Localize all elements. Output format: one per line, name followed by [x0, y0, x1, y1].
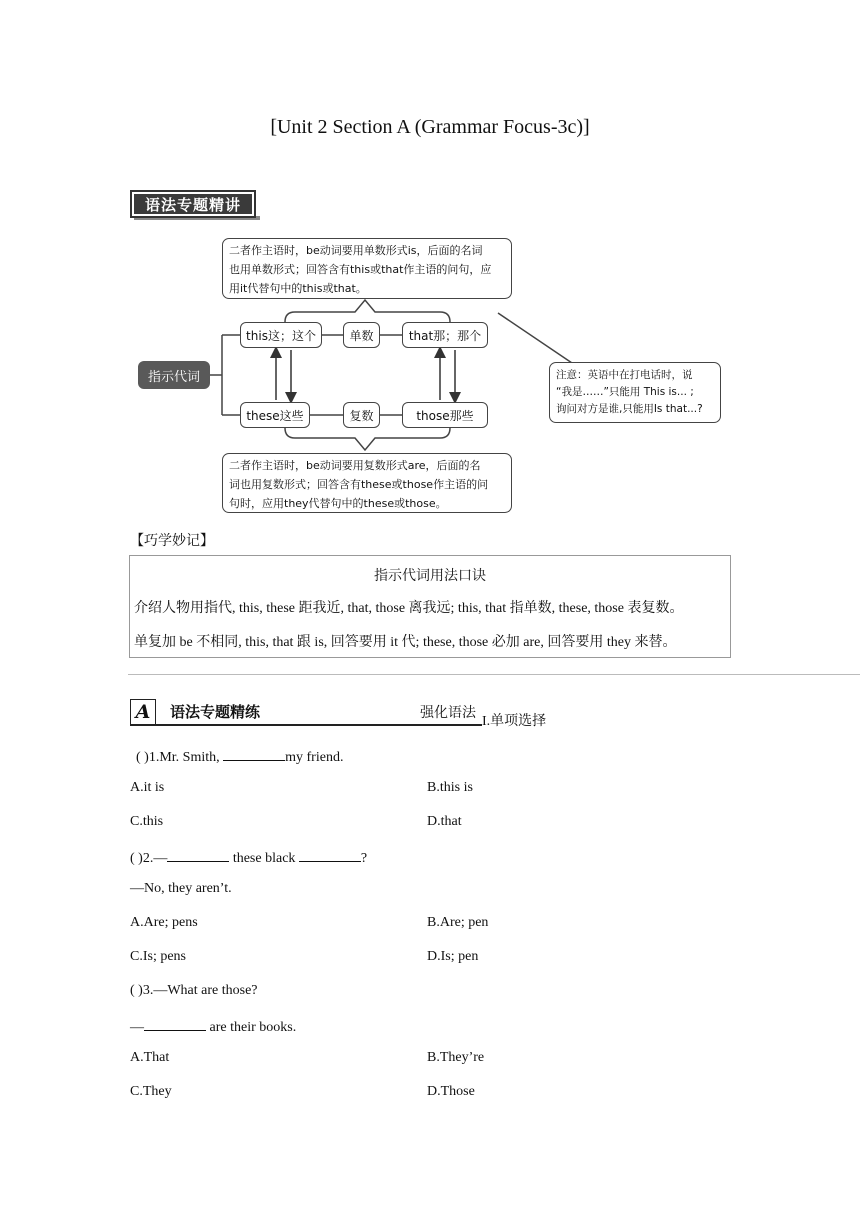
option-a: A.That	[130, 1050, 170, 1065]
answer-blank	[223, 746, 285, 761]
plural-rule-line: 句时，应用they代替句中的these或those。	[229, 497, 447, 510]
plural-rule-line: 二者作主语时，be动词要用复数形式are，后面的名	[229, 459, 481, 472]
option-a: A.it is	[130, 780, 165, 795]
page-title: [Unit 2 Section A (Grammar Focus-3c)]	[270, 116, 590, 138]
section-title: 语法专题精练	[170, 703, 261, 721]
telephone-note-line: “我是……”只能用 This is... ;	[556, 386, 694, 398]
diagram-root-node: 指示代词	[138, 361, 210, 389]
question-2-stem-middle: these black	[229, 851, 299, 866]
option-c: C.They	[130, 1084, 172, 1099]
node-those: those那些	[402, 402, 488, 428]
node-that: that那；那个	[402, 322, 488, 348]
memo-heading: 【巧学妙记】	[130, 533, 214, 549]
singular-rule-line: 用it代替句中的this或that。	[229, 282, 367, 295]
option-a: A.Are; pens	[130, 915, 198, 930]
section-banner-label: 语法专题精讲	[134, 194, 252, 214]
node-singular: 单数	[343, 322, 380, 348]
option-b: B.Are; pen	[427, 915, 489, 930]
node-these: these这些	[240, 402, 310, 428]
option-d: D.that	[427, 814, 462, 829]
telephone-note-line: 注意：英语中在打电话时，说	[556, 369, 693, 381]
question-3-reply-end: are their books.	[206, 1020, 297, 1035]
memo-title: 指示代词用法口诀	[374, 569, 486, 584]
memo-line-2: 单复加 be 不相同, this, that 跟 is, 回答要用 it 代; these, those 必加 are, 回答要用 they 来替。	[134, 635, 677, 650]
option-d: D.Is; pen	[427, 949, 479, 964]
answer-blank	[167, 847, 229, 862]
section-right-label: 强化语法	[420, 705, 476, 721]
node-this: this这；这个	[240, 322, 322, 348]
section-letter: A	[130, 699, 156, 725]
option-b: B.this is	[427, 780, 473, 795]
answer-blank	[144, 1016, 206, 1031]
option-d: D.Those	[427, 1084, 475, 1099]
option-c: C.this	[130, 814, 164, 829]
memo-line-1: 介绍人物用指代, this, these 距我近, that, those 离我远; this, that 指单数, these, those 表复数。	[134, 601, 684, 616]
option-b: B.They’re	[427, 1050, 485, 1065]
singular-rule-line: 二者作主语时，be动词要用单数形式is，后面的名词	[229, 244, 483, 257]
singular-rule-line: 也用单数形式；回答含有this或that作主语的问句，应	[229, 263, 492, 276]
question-2-stem	[130, 847, 367, 867]
option-c: C.Is; pens	[130, 949, 186, 964]
question-1-stem-end: my friend.	[285, 750, 344, 765]
question-2-stem-end: ?	[360, 851, 368, 866]
singular-rule-note	[222, 238, 512, 299]
memo-box	[129, 555, 731, 658]
section-subtitle: I.单项选择	[482, 714, 547, 729]
question-1-stem	[136, 746, 343, 766]
telephone-note	[549, 362, 721, 423]
question-1-stem-start: ( )1.Mr. Smith,	[136, 750, 224, 765]
question-3-reply	[130, 1016, 296, 1036]
plural-rule-line: 词也用复数形式；回答含有these或those作主语的问	[229, 478, 489, 491]
plural-rule-note	[222, 453, 512, 513]
divider	[128, 674, 860, 675]
question-3-reply-start: —	[130, 1020, 144, 1035]
node-plural: 复数	[343, 402, 380, 428]
section-underline	[130, 724, 482, 726]
question-2-stem-start: ( )2.—	[130, 851, 168, 866]
telephone-note-line: 询问对方是谁,只能用Is that...?	[556, 403, 703, 415]
question-3-stem: ( )3.—What are those?	[130, 983, 258, 998]
question-2-reply: —No, they aren’t.	[130, 881, 232, 896]
answer-blank	[299, 847, 361, 862]
